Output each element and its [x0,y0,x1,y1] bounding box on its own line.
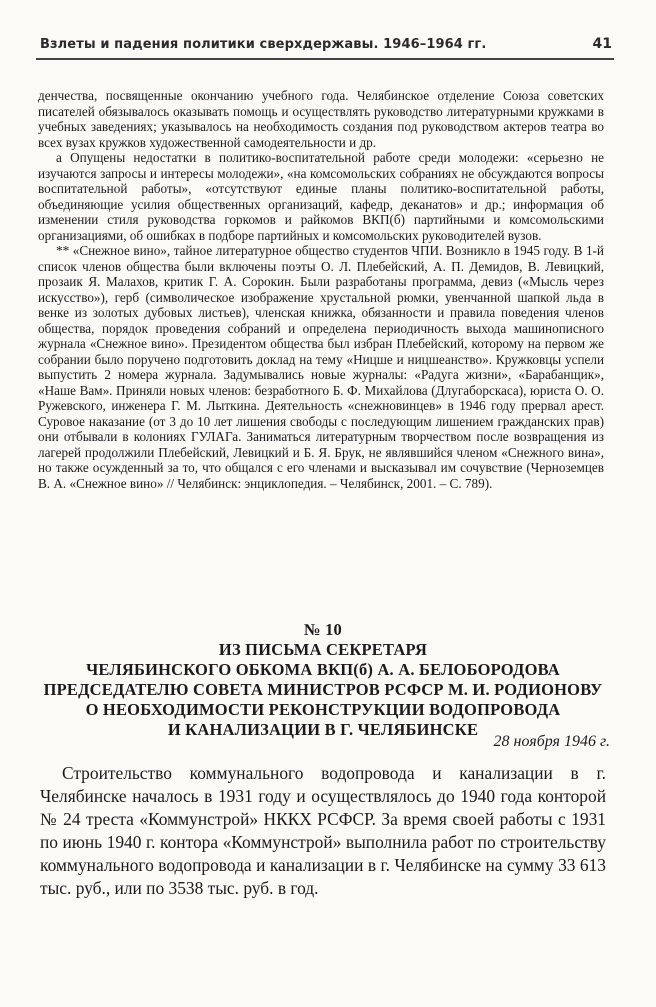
document-heading [38,620,608,740]
running-header-title: Взлеты и падения политики сверхдержавы. 1946–1964 гг. [40,37,487,52]
body-paragraph: Строительство коммунального водопровода и канализации в г. Челябинске началось в 1931 году и осуществлялось до 1940 года конторой № 24 треста «Коммунстрой» НККХ РСФСР. За время своей работы с 1931 по июнь 1940 г. контора «Коммунстрой» выполнила работ по строительству коммунального водопровода и канализации в г. Челябинске на сумму 33 613 тыс. руб., или по 3538 тыс. руб. в год. [40,763,606,898]
footnote-continuation: денчества, посвященные окончанию учебного года. Челябинское отделение Союза советских писателей обязывалось оказывать помощь и осуществлять руководство литературными кружками в учебных заведениях; указывалось на необходимость создания под руководством актеров театра во всех вузах кружков художественной самодеятельности и др. [38,88,604,150]
document-title-line: ЧЕЛЯБИНСКОГО ОБКОМА ВКП(б) А. А. БЕЛОБОРОДОВА [86,660,560,679]
document-title-line: О НЕОБХОДИМОСТИ РЕКОНСТРУКЦИИ ВОДОПРОВОДА [85,700,561,719]
document-number: № 10 [303,620,342,639]
document-date: 28 ноября 1946 г. [493,733,610,750]
document-title-line: ПРЕДСЕДАТЕЛЮ СОВЕТА МИНИСТРОВ РСФСР М. И. РОДИОНОВУ [43,680,603,699]
page-number: 41 [592,36,612,52]
running-header [40,36,612,52]
document-title-line: И КАНАЛИЗАЦИИ В Г. ЧЕЛЯБИНСКЕ [167,720,479,739]
header-rule [36,58,614,60]
document-title-line: ИЗ ПИСЬМА СЕКРЕТАРЯ [218,640,428,659]
footnote-a: a Опущены недостатки в политико-воспитательной работе среди молодежи: «серьезно не изучаются запросы и интересы молодежи», «на комсомольских собраниях не обсуждаются вопросы воспитательной работы», «отсутствуют единые планы политико-воспитательной работы, объединяющие усилия общественных организаций, кафедр, деканатов» и др.; информация об изменении стиля руководства горкомов и райкомов ВКП(б) партийными и комсомольскими организациями, об ошибках в подборе партийных и комсомольских руководителей вузов. [38,150,604,243]
footnote-double-star: ** «Снежное вино», тайное литературное общество студентов ЧПИ. Возникло в 1945 году. В 1-й список членов общества были включены поэты О. Л. Плебейский, А. П. Демидов, В. Левицкий, прозаик Я. Малахов, критик Г. А. Сорокин. Были разработаны программа, девиз («Мысль через искусство»), герб (символическое изображение хрустальной рюмки, увенчанной шапкой льда в венке из золотых дубовых листьев), членская книжка, обязанности и правила поведения членов общества, порядок проведения собраний и определена периодичность выхода машинописного журнала «Снежное вино». Президентом общества был избран Плебейский, которому на первом же собрании было поручено подготовить доклад на тему «Ницше и ницшеанство». Кружковцы успели выпустить 2 номера журнала. Задумывались новые журналы: «Радуга жизни», «Барабанщик», «Наше Вам». Приняли новых членов: безработного Б. Ф. Михайлова (Длугаборскаса), юриста О. О. Ружевского, инженера Г. М. Лыткина. Деятельность «снежновинцев» в 1946 году прервал арест. Суровое наказание (от 3 до 10 лет лишения свободы с последующим лишением гражданских прав) они отбывали в колониях ГУЛАГа. Заниматься литературным творчеством после возвращения из лагерей продолжили Плебейский, Левицкий и Б. Я. Брук, не являвшийся членом «Снежного вина», но также осужденный за то, что общался с его членами и высказывал им сочувствие (Черноземцев В. А. «Снежное вино» // Челябинск: энциклопедия. – Челябинск, 2001. – С. 789). [38,243,604,491]
footnotes-block [38,88,604,491]
document-body [40,762,606,900]
